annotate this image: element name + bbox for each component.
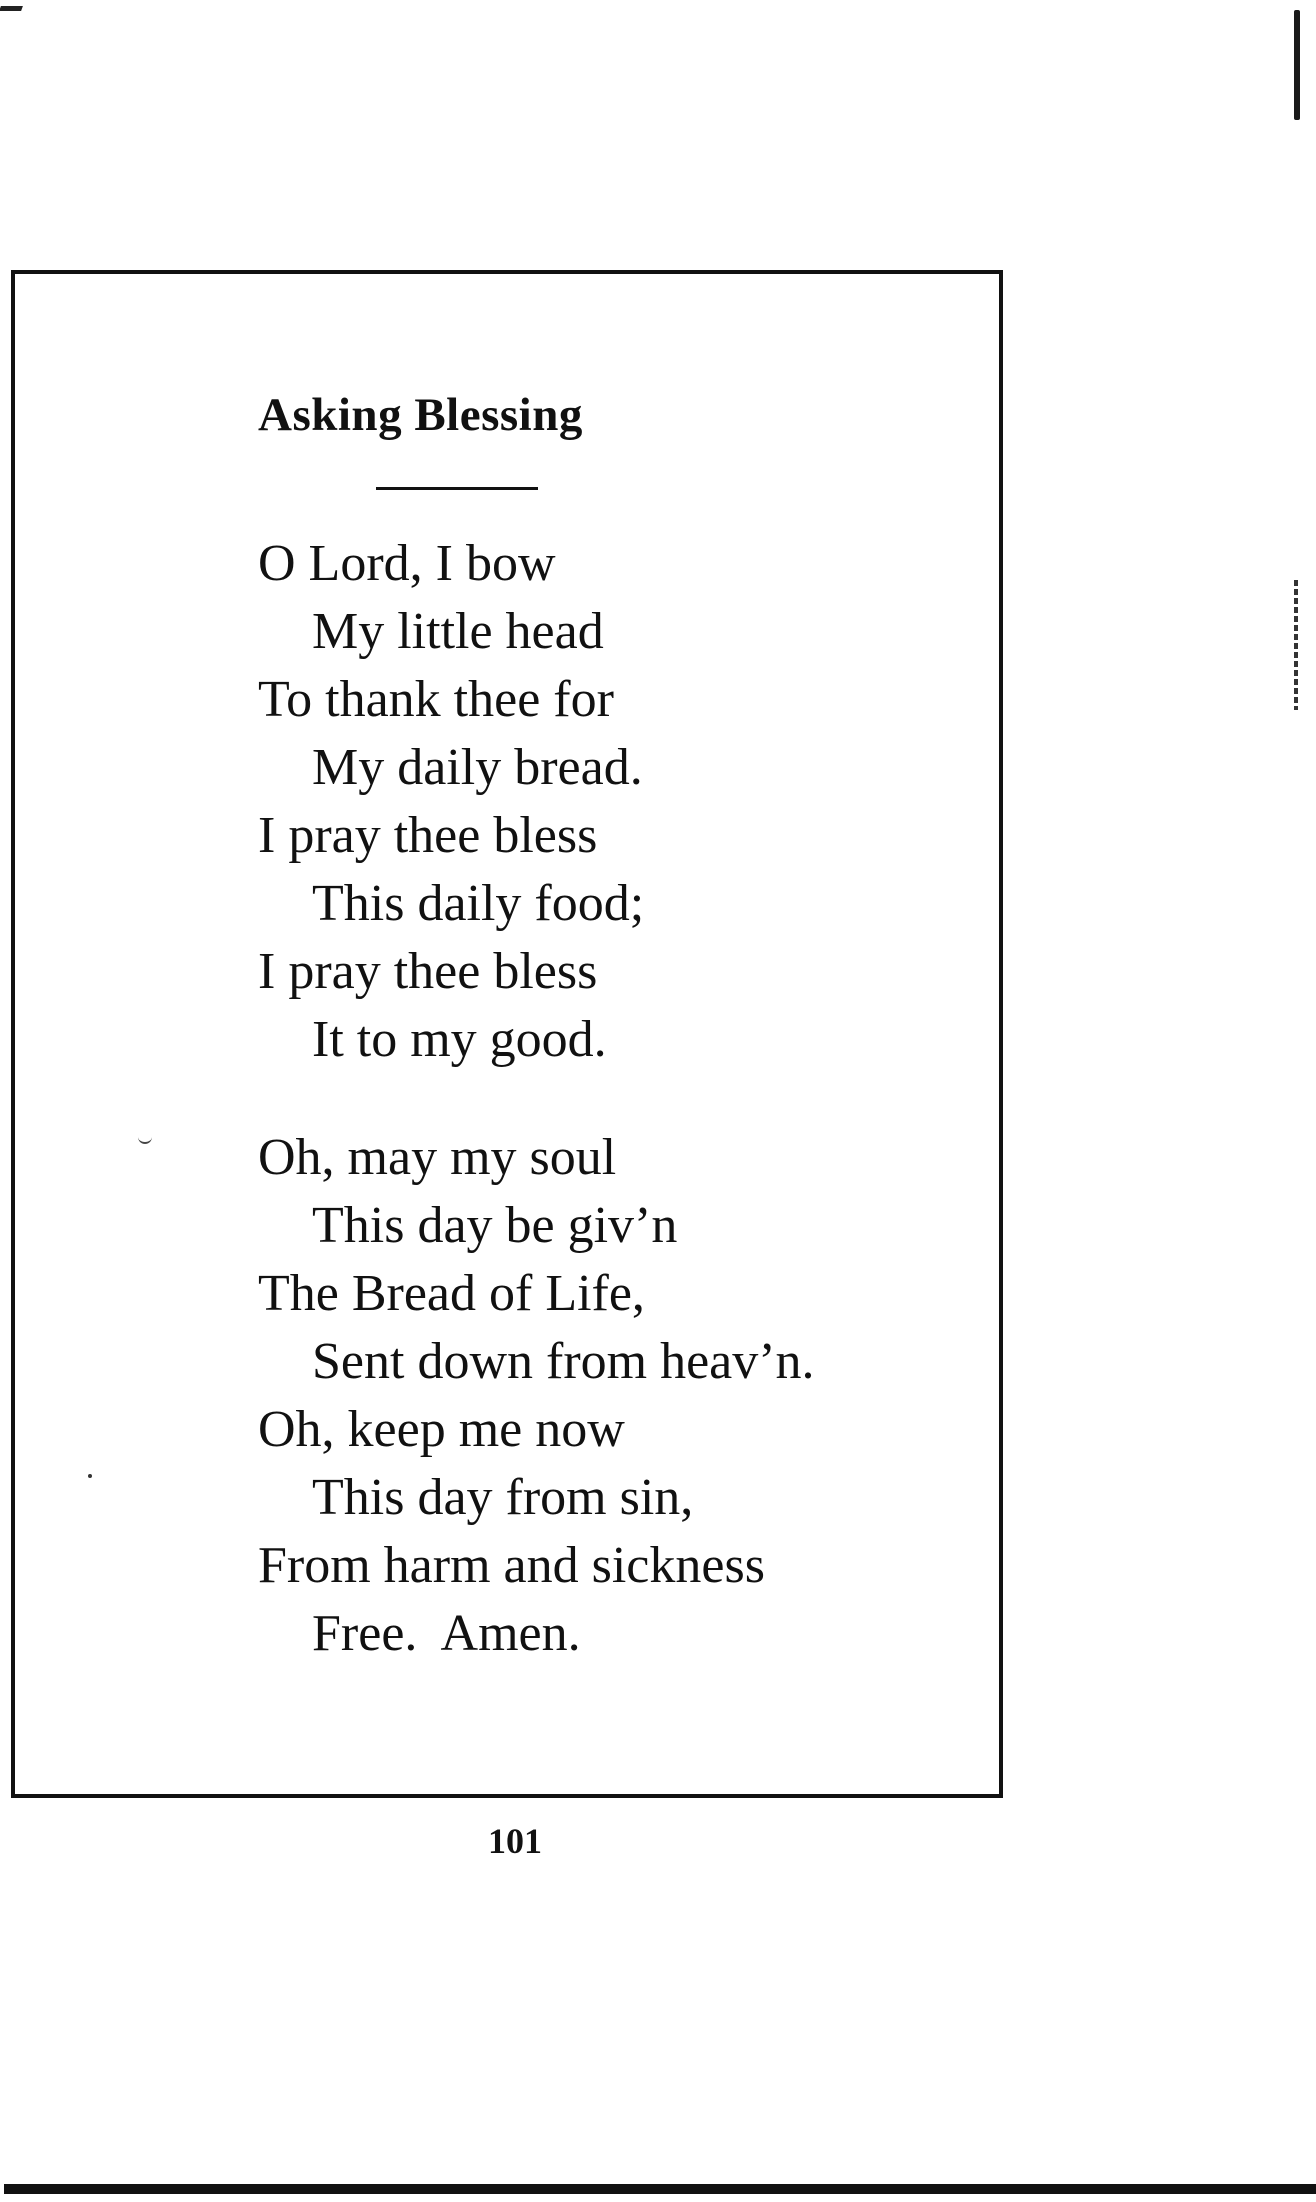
poem-line: To thank thee for [258, 671, 614, 728]
poem-line: Free. Amen. [312, 1605, 581, 1662]
scan-edge-mark-middle [1294, 580, 1298, 710]
poem-line: This daily food; [312, 875, 645, 932]
poem-line: I pray thee bless [258, 807, 598, 864]
scan-corner-mark [0, 6, 23, 11]
poem-line: My little head [312, 603, 604, 660]
scan-bottom-edge [4, 2184, 1316, 2194]
stanza-1 [258, 530, 644, 1074]
scan-edge-mark-top [1294, 10, 1300, 120]
poem-line: I pray thee bless [258, 943, 598, 1000]
poem-line: The Bread of Life, [258, 1265, 645, 1322]
poem-line: It to my good. [312, 1011, 607, 1068]
title-divider [376, 487, 538, 490]
poem-line: This day be giv’n [312, 1197, 678, 1254]
poem-line: O Lord, I bow [258, 535, 556, 592]
poem-line: Sent down from heav’n. [312, 1333, 815, 1390]
page-number: 101 [488, 1821, 542, 1861]
poem-line: From harm and sickness [258, 1537, 765, 1594]
poem-line: Oh, keep me now [258, 1401, 625, 1458]
poem-title: Asking Blessing [258, 389, 583, 441]
poem-line: Oh, may my soul [258, 1129, 617, 1186]
poem-line: My daily bread. [312, 739, 643, 796]
stanza-2 [258, 1124, 815, 1668]
poem-line: This day from sin, [312, 1469, 694, 1526]
